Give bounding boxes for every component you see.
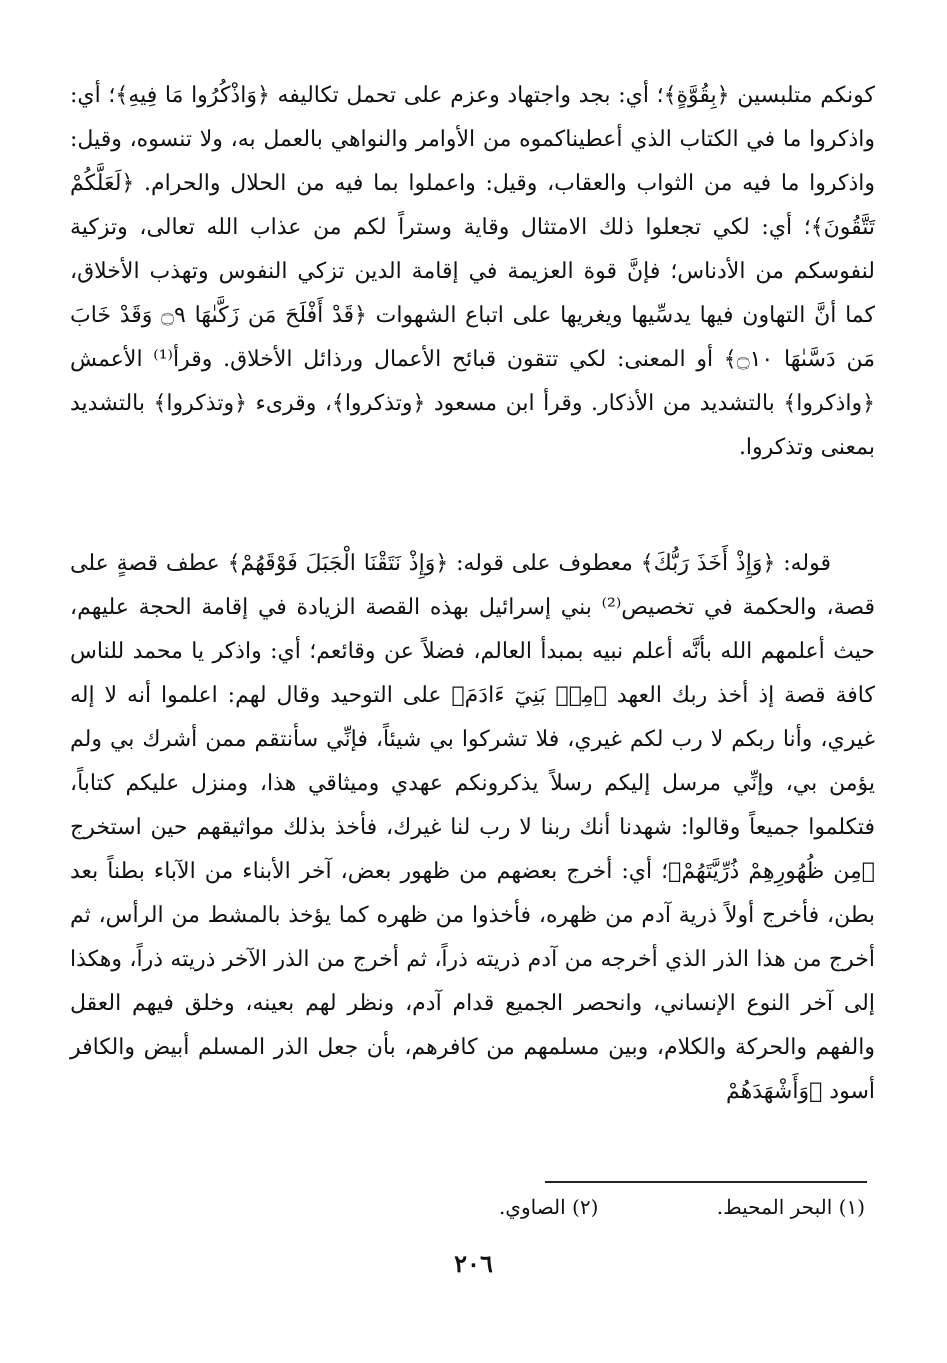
footnote: (١) البحر المحيط. xyxy=(716,1195,865,1219)
body-paragraph: قوله: ﴿وَإِذْ أَخَذَ رَبُّكَ﴾ معطوف على قوله: ﴿وَإِذْ نَتَقْنَا الْجَبَلَ فَوْقَهُمْ﴾ عطف قصةٍ على قصة، والحكمة في تخصيص⁽²⁾ بني إسرائيل بهذه القصة الزيادة في إقامة الحجة عليهم، حيث أعلمهم الله بأنَّه أعلم نبيه بمبدأ العالم، فضلاً عن وقائعم؛ أي: واذكر يا محمد للناس كافة قصة إذ أخذ ربك العهد ﴿مِنۢ بَنِيٓ ءَادَمَ﴾ على التوحيد وقال لهم: اعلموا أنه لا إله غيري، وأنا ربكم لا رب لكم غيري، فلا تشركوا بي شيئاً، فإنِّي سأنتقم ممن أشرك بي ولم يؤمن بي، وإنِّي مرسل إليكم رسلاً يذكرونكم عهدي وميثاقي هذا، ومنزل عليكم كتاباً، فتكلموا جميعاً وقالوا: شهدنا أنك ربنا لا رب لنا غيرك، فأخذ بذلك مواثيقهم حين استخرج ﴿مِن ظُهُورِهِمْ ذُرِّيَّتَهُمْ﴾؛ أي: أخرج بعضهم من ظهور بعض، آخر الأبناء من الآباء بطناً بعد بطن، فأخرج أولاً ذرية آدم من ظهره، فأخذوا من ظهره كما يؤخذ بالمشط من الرأس، ثم أخرج من هذا الذر الذي أخرجه من آدم ذريته ذراً، ثم أخرج من الذر الآخر ذريته ذراً، وهكذا إلى آخر النوع الإنساني، وانحصر الجميع قدام آدم، ونظر لهم بعينه، وخلق فيهم العقل والفهم والحركة والكلام، وبين مسلمهم من كافرهم، بأن جعل الذر المسلم أبيض والكافر أسود ﴿وَأَشْهَدَهُمْ xyxy=(70,551,875,1104)
page-number: ٢٠٦ xyxy=(454,1249,493,1278)
footnotes xyxy=(70,1192,865,1222)
body-paragraph: كونكم متلبسين ﴿بِقُوَّةٍ﴾؛ أي: بجد واجتهاد وعزم على تحمل تكاليفه ﴿وَاذْكُرُوا مَا فِيهِ﴾؛ أي: واذكروا ما في الكتاب الذي أعطيناكموه من الأوامر والنواهي بالعمل به، ولا تنسوه، وقيل: واذكروا ما فيه من الثواب والعقاب، وقيل: واعملوا بما فيه من الحلال والحرام. ﴿لَعَلَّكُمْ تَتَّقُونَ﴾؛ أي: لكي تجعلوا ذلك الامتثال وقاية وستراً لكم من عذاب الله تعالى، وتزكية لنفوسكم من الأدناس؛ فإنَّ قوة العزيمة في إقامة الدين تزكي النفوس وتهذب الأخلاق، كما أنَّ التهاون فيها يدسِّيها ويغريها على اتباع الشهوات ﴿قَدْ أَفْلَحَ مَن زَكَّىٰهَا ۝٩ وَقَدْ خَابَ مَن دَسَّىٰهَا ۝١٠﴾ أو المعنى: لكي تتقون قبائح الأعمال ورذائل الأخلاق. وقرأ⁽¹⁾ الأعمش ﴿واذكروا﴾ بالتشديد من الأذكار. وقرأ ابن مسعود ﴿وتذكروا﴾، وقرىء ﴿وتذكروا﴾ بالتشديد بمعنى وتذكروا. xyxy=(70,83,875,460)
footnote: (٢) الصاوي. xyxy=(498,1195,599,1219)
footnote-separator xyxy=(545,1181,867,1183)
